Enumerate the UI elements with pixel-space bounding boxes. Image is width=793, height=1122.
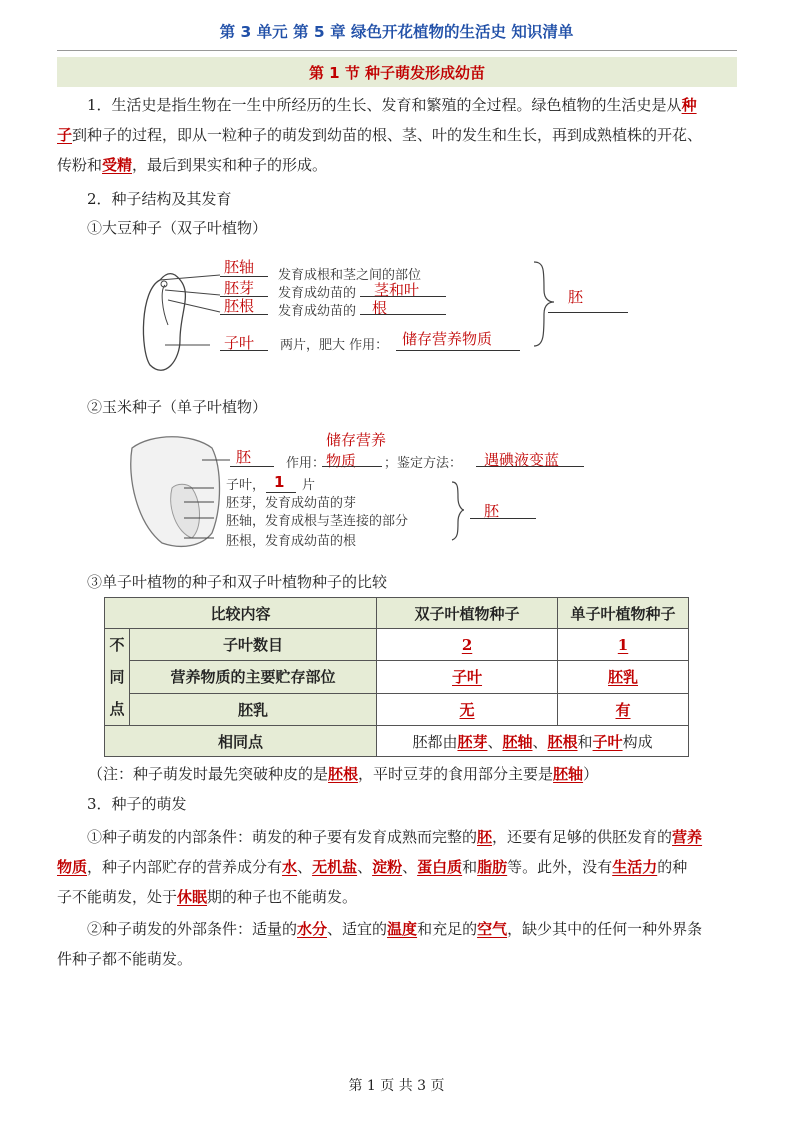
ext-f2: 温度: [387, 920, 418, 938]
p1-text-a: 1．生活史是指生物在一生中所经历的生长、发育和繁殖的全过程。绿色植物的生活史是从: [87, 96, 682, 114]
section-title: 第 1 节 种子萌发形成幼苗: [308, 64, 486, 82]
soy-ans-embryo: 胚: [568, 288, 584, 306]
table-row: [105, 661, 689, 693]
int-b: ，还要有足够的供胚发育的: [492, 828, 673, 846]
int-g: 子不能萌发，处于: [57, 888, 178, 906]
corn-cot-unit: 片: [302, 478, 316, 493]
heading-compare: ③单子叶植物的种子和双子叶植物种子的比较: [87, 573, 388, 591]
table-header-row: [105, 598, 689, 629]
corn-ans-fn-2: 物质: [326, 452, 357, 470]
diff-label-3: 点: [109, 700, 125, 718]
soy-line-root-target: [360, 314, 446, 315]
paragraph-internal-conditions: [57, 822, 738, 912]
soy-ans-cot-fn: 储存营养物质: [402, 330, 493, 348]
corn-label-test: ；鉴定方法：: [384, 456, 463, 471]
same-f2: 胚轴: [502, 732, 533, 751]
ext-e: 件种子都不能萌发。: [57, 950, 193, 968]
soy-line-cot: [220, 350, 268, 351]
row-dicot-value: 2: [461, 635, 473, 654]
note-c: ）: [583, 765, 599, 783]
table-row-same: [105, 726, 689, 757]
int-c: ，种子内部贮存的营养成分有: [87, 858, 283, 876]
ext-f1: 水分: [297, 920, 328, 938]
comparison-table: [104, 597, 689, 757]
int-f5: 淀粉: [372, 858, 403, 876]
heading-soybean: ①大豆种子（双子叶植物）: [87, 219, 268, 237]
row-mono: [558, 629, 689, 661]
soy-ans-root-target: 根: [372, 299, 388, 317]
row-mono-value: 1: [617, 635, 629, 654]
same-s1: 、: [487, 732, 503, 751]
row-mono: [558, 693, 689, 725]
same-content: [377, 726, 689, 757]
row-mono: [558, 661, 689, 693]
int-f9: 休眠: [177, 888, 208, 906]
same-label: 相同点: [105, 726, 377, 757]
int-f2a: 营养: [672, 828, 703, 846]
row-item: 营养物质的主要贮存部位: [130, 661, 377, 693]
same-f4: 子叶: [592, 732, 623, 751]
corn-ans-test: 遇碘液变蓝: [484, 451, 560, 469]
row-dicot: [377, 629, 558, 661]
int-f4: 无机盐: [312, 858, 358, 876]
col-dicot: 双子叶植物种子: [377, 598, 558, 629]
int-a: ①种子萌发的内部条件：萌发的种子要有发育成熟而完整的: [87, 828, 478, 846]
int-e: 的种: [657, 858, 688, 876]
ext-b: 、适宜的: [327, 920, 388, 938]
corn-ans-fn-1: 储存营养: [326, 431, 387, 449]
p1-fill-a: 种: [681, 96, 697, 114]
int-f7: 脂肪: [477, 858, 508, 876]
same-f3: 胚根: [547, 732, 578, 751]
soy-line-root: [220, 314, 268, 315]
int-h: 期的种子也不能萌发。: [207, 888, 358, 906]
int-d: 等。此外，没有: [507, 858, 613, 876]
row-dicot: [377, 661, 558, 693]
heading-corn: ②玉米种子（单子叶植物）: [87, 398, 268, 416]
soy-ans-bud: 胚芽: [224, 279, 255, 297]
diff-label-1: 不: [109, 636, 125, 654]
corn-line-part: [230, 466, 274, 467]
corn-line-embryo: [470, 518, 536, 519]
paragraph-life-history: [57, 90, 738, 180]
soy-desc-axis: 发育成根和茎之间的部位: [278, 268, 422, 283]
paragraph-external-conditions: [57, 914, 738, 974]
row-mono-value: 有: [615, 700, 631, 719]
header-divider: [57, 50, 737, 51]
corn-axis: 胚轴，发育成根与茎连接的部分: [226, 514, 409, 529]
row-mono-value: 胚乳: [608, 668, 639, 687]
soy-line-embryo: [548, 312, 628, 313]
int-s2: 、: [357, 858, 373, 876]
page-footer: 第 1 页 共 3 页: [348, 1078, 445, 1094]
table-row: [105, 693, 689, 725]
document-title: 第 3 单元 第 5 章 绿色开花植物的生活史 知识清单: [219, 23, 574, 41]
table-row: [105, 629, 689, 661]
int-s1: 、: [297, 858, 313, 876]
soy-ans-axis: 胚轴: [224, 258, 255, 276]
note: [88, 759, 738, 789]
col-item: 比较内容: [105, 598, 377, 629]
row-dicot: [377, 693, 558, 725]
heading-germination: 3．种子的萌发: [87, 795, 187, 813]
int-f8: 生活力: [612, 858, 658, 876]
same-b: 构成: [622, 732, 653, 751]
soy-line-cot-fn: [396, 350, 520, 351]
ext-d: ，缺少其中的任何一种外界条: [507, 920, 703, 938]
soy-ans-bud-target: 茎和叶: [374, 281, 420, 299]
corn-ans-embryo: 胚: [484, 502, 500, 520]
corn-root: 胚根，发育成幼苗的根: [226, 534, 357, 549]
soy-desc-root: 发育成幼苗的: [278, 304, 357, 319]
soy-ans-cot: 子叶: [224, 334, 255, 352]
same-s2: 、: [532, 732, 548, 751]
p1-text-d: ，最后到果实和种子的形成。: [132, 156, 328, 174]
corn-ans-cot-num: 1: [274, 473, 285, 491]
note-f2: 胚轴: [553, 765, 584, 783]
int-s3: 、: [402, 858, 418, 876]
diff-group-label: [105, 629, 130, 726]
same-s3: 和: [577, 732, 593, 751]
row-dicot-value: 子叶: [452, 668, 483, 687]
ext-c: 和充足的: [417, 920, 478, 938]
diff-label-2: 同: [109, 668, 125, 686]
corn-bud: 胚芽，发育成幼苗的芽: [226, 496, 357, 511]
corn-diagram: [122, 428, 622, 558]
p1-fill-c: 受精: [102, 156, 133, 174]
heading-seed-structure: 2．种子结构及其发育: [87, 190, 232, 208]
soy-desc-cot: 两片，肥大 作用：: [280, 338, 389, 353]
p1-text-c: 传粉和: [57, 156, 103, 174]
corn-cot-label: 子叶，: [226, 478, 266, 493]
soy-desc-bud: 发育成幼苗的: [278, 286, 357, 301]
same-a: 胚都由: [412, 732, 458, 751]
same-f1: 胚芽: [457, 732, 488, 751]
int-f2b: 物质: [57, 858, 88, 876]
soybean-diagram: [120, 250, 660, 385]
corn-line-fn: [322, 466, 382, 467]
int-s4: 和: [462, 858, 478, 876]
note-a: （注：种子萌发时最先突破种皮的是: [88, 765, 329, 783]
row-item: 胚乳: [130, 693, 377, 725]
int-f1: 胚: [477, 828, 493, 846]
note-b: ，平时豆芽的食用部分主要是: [358, 765, 554, 783]
p1-fill-b: 子: [57, 126, 73, 144]
int-f6: 蛋白质: [417, 858, 463, 876]
col-mono: 单子叶植物种子: [558, 598, 689, 629]
note-f1: 胚根: [328, 765, 359, 783]
corn-label-fn: 作用：: [286, 456, 326, 471]
soy-ans-root: 胚根: [224, 297, 255, 315]
row-item: 子叶数目: [130, 629, 377, 661]
ext-f3: 空气: [477, 920, 508, 938]
row-dicot-value: 无: [459, 700, 475, 719]
p1-text-b: 到种子的过程，即从一粒种子的萌发到幼苗的根、茎、叶的发生和生长，再到成熟植株的开花、: [72, 126, 703, 144]
corn-line-test: [476, 466, 584, 467]
ext-a: ②种子萌发的外部条件：适量的: [87, 920, 298, 938]
int-f3: 水: [282, 858, 298, 876]
corn-ans-part: 胚: [236, 448, 252, 466]
